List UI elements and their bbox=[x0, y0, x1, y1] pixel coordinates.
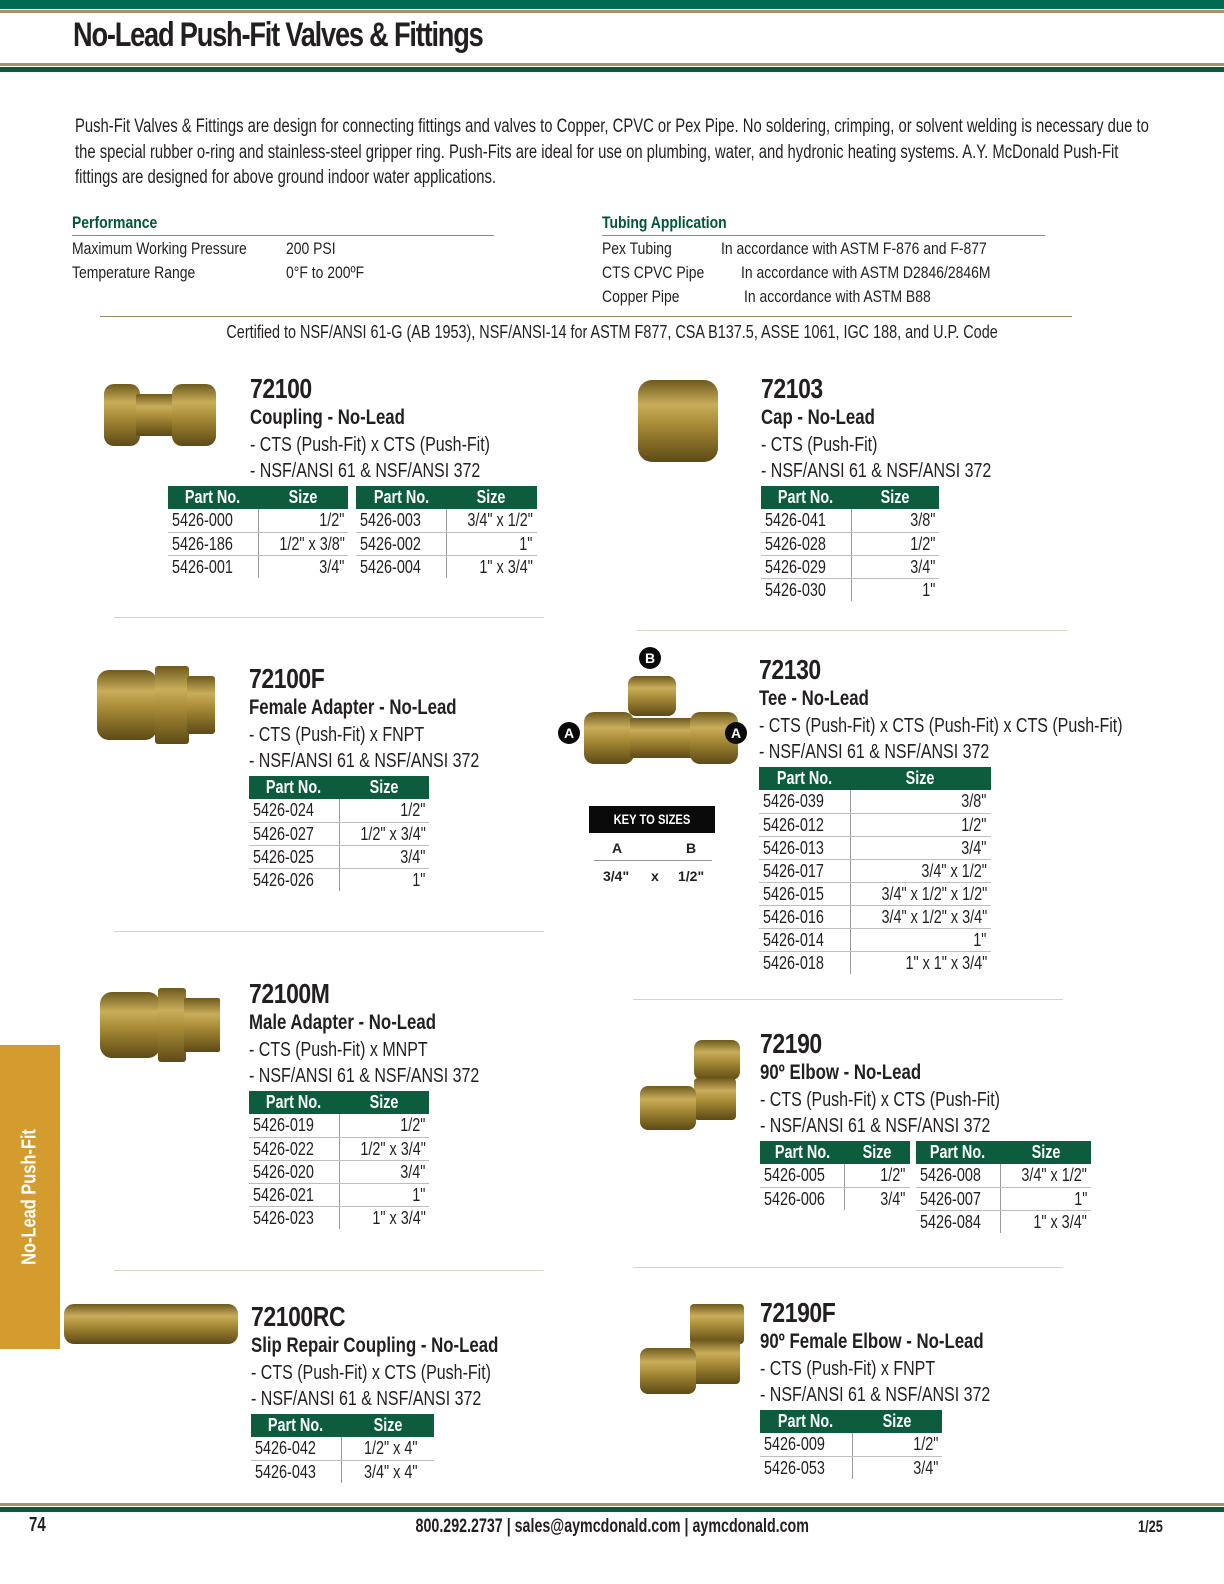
parts-table: Part No. Size 5426-000 1/2" 5426-186 1/2" x 3/8" 5426-001 3/4" bbox=[168, 486, 348, 578]
table-row: 5426-022 1/2" x 3/4" bbox=[249, 1137, 429, 1160]
publish-date: 1/25 bbox=[1138, 1517, 1163, 1536]
parts-table: Part No. Size 5426-042 1/2" x 4" 5426-043 3/4" x 4" bbox=[251, 1414, 434, 1483]
product-spec: - CTS (Push-Fit) x CTS (Push-Fit) bbox=[250, 434, 491, 456]
key-to-sizes: KEY TO SIZES bbox=[589, 806, 715, 833]
top-bar bbox=[0, 0, 1224, 9]
certification-text: Certified to NSF/ANSI 61-G (AB 1953), NSF/ANSI-14 for ASTM F877, CSA B137.5, ASSE 1061, IGC 188, and U.P. Code bbox=[226, 322, 998, 342]
product-spec: - CTS (Push-Fit) x CTS (Push-Fit) x CTS (Push-Fit) bbox=[759, 715, 1123, 737]
product-name: 90º Female Elbow - No-Lead bbox=[760, 1330, 984, 1353]
product-spec: - CTS (Push-Fit) bbox=[761, 434, 878, 456]
table-row: 5426-025 3/4" bbox=[249, 845, 429, 868]
product-spec: - CTS (Push-Fit) x MNPT bbox=[249, 1039, 428, 1061]
table-row: 5426-012 1/2" bbox=[759, 813, 991, 836]
key-x: x bbox=[651, 868, 659, 884]
product-spec: - NSF/ANSI 61 & NSF/ANSI 372 bbox=[249, 750, 480, 772]
parts-table: Part No. Size 5426-005 1/2" 5426-006 3/4" bbox=[760, 1141, 910, 1210]
intro-paragraph: Push-Fit Valves & Fittings are design for connecting fittings and valves to Copper, CPVC or Pex Pipe. No soldering, crimping, or solvent welding is necessary due to the special rubber o-ring and stainless-steel gripper ring. Push-Fits are ideal for use on plumbing, water, and hydronic heating systems. A.Y. McDonald Push-Fit fittings are designed for above ground indoor water applications. bbox=[75, 116, 1149, 188]
table-row: 5426-017 3/4" x 1/2" bbox=[759, 859, 991, 882]
table-row: 5426-006 3/4" bbox=[760, 1187, 910, 1210]
table-row: 5426-023 1" x 3/4" bbox=[249, 1206, 429, 1229]
product-number: 72130 bbox=[759, 654, 821, 685]
product-number: 72100F bbox=[249, 663, 325, 694]
product-spec: - CTS (Push-Fit) x CTS (Push-Fit) bbox=[760, 1089, 1001, 1111]
table-row: 5426-001 3/4" bbox=[168, 555, 348, 578]
product-number: 72190F bbox=[760, 1297, 836, 1328]
product-number: 72103 bbox=[761, 373, 823, 404]
table-row: 5426-002 1" bbox=[356, 532, 536, 555]
table-row: 5426-084 1" x 3/4" bbox=[916, 1210, 1092, 1233]
product-spec: - NSF/ANSI 61 & NSF/ANSI 372 bbox=[250, 460, 481, 482]
page-title: No-Lead Push-Fit Valves & Fittings bbox=[73, 16, 483, 54]
footer-rule-green bbox=[0, 1507, 1224, 1512]
header-rule-green bbox=[0, 67, 1224, 72]
product-72190F bbox=[760, 1298, 1048, 1479]
parts-table: Part No. Size 5426-019 1/2" 5426-022 1/2" x 3/4" 5426-020 3/4" 5426-021 1" 5426-023 1" x 3/4" bbox=[249, 1091, 429, 1229]
table-row: 5426-024 1/2" bbox=[249, 799, 429, 822]
size-a-right-bubble: A bbox=[725, 722, 747, 744]
table-row: 5426-013 3/4" bbox=[759, 836, 991, 859]
product-spec: - CTS (Push-Fit) x CTS (Push-Fit) bbox=[251, 1362, 492, 1384]
key-label-a: A bbox=[612, 840, 623, 856]
divider bbox=[114, 931, 544, 932]
spec-row: Pex Tubing In accordance with ASTM F-876 and F-877 bbox=[602, 239, 987, 258]
size-b-bubble: B bbox=[639, 647, 661, 669]
table-row: 5426-004 1" x 3/4" bbox=[356, 555, 536, 578]
table-row: 5426-041 3/8" bbox=[761, 509, 939, 532]
table-row: 5426-039 3/8" bbox=[759, 790, 991, 813]
divider bbox=[114, 617, 544, 618]
product-spec: - NSF/ANSI 61 & NSF/ANSI 372 bbox=[761, 460, 992, 482]
top-rule bbox=[0, 10, 1224, 13]
header-rule-tan bbox=[0, 63, 1224, 66]
tubing-heading: Tubing Application bbox=[602, 211, 1045, 236]
table-row: 5426-003 3/4" x 1/2" bbox=[356, 509, 536, 532]
table-row: 5426-021 1" bbox=[249, 1183, 429, 1206]
table-row: 5426-026 1" bbox=[249, 868, 429, 891]
table-row: 5426-043 3/4" x 4" bbox=[251, 1460, 434, 1483]
product-72130 bbox=[759, 655, 1213, 974]
parts-table: Part No. Size 5426-024 1/2" 5426-027 1/2" x 3/4" 5426-025 3/4" 5426-026 1" bbox=[249, 776, 429, 891]
product-number: 72190 bbox=[760, 1028, 822, 1059]
product-72100F bbox=[249, 664, 537, 891]
product-name: Coupling - No-Lead bbox=[250, 406, 405, 429]
product-72100 bbox=[168, 374, 550, 578]
spec-row: Copper Pipe In accordance with ASTM B88 bbox=[602, 287, 931, 306]
product-spec: - NSF/ANSI 61 & NSF/ANSI 372 bbox=[760, 1384, 991, 1406]
product-72103 bbox=[761, 374, 1049, 601]
product-spec: - NSF/ANSI 61 & NSF/ANSI 372 bbox=[249, 1065, 480, 1087]
table-row: 5426-000 1/2" bbox=[168, 509, 348, 532]
product-name: Slip Repair Coupling - No-Lead bbox=[251, 1334, 499, 1357]
table-row: 5426-015 3/4" x 1/2" x 1/2" bbox=[759, 882, 991, 905]
parts-table: Part No. Size 5426-008 3/4" x 1/2" 5426-007 1" 5426-084 1" x 3/4" bbox=[916, 1141, 1092, 1233]
product-number: 72100M bbox=[249, 978, 330, 1009]
product-name: Cap - No-Lead bbox=[761, 406, 875, 429]
table-row: 5426-053 3/4" bbox=[760, 1456, 942, 1479]
product-spec: - CTS (Push-Fit) x FNPT bbox=[760, 1358, 936, 1380]
table-row: 5426-020 3/4" bbox=[249, 1160, 429, 1183]
table-row: 5426-007 1" bbox=[916, 1187, 1092, 1210]
divider bbox=[633, 999, 1063, 1000]
table-row: 5426-028 1/2" bbox=[761, 532, 939, 555]
parts-table: Part No. Size 5426-041 3/8" 5426-028 1/2" 5426-029 3/4" 5426-030 1" bbox=[761, 486, 939, 601]
product-72100M bbox=[249, 979, 537, 1229]
spec-row: CTS CPVC Pipe In accordance with ASTM D2846/2846M bbox=[602, 263, 991, 282]
divider bbox=[637, 630, 1067, 631]
table-row: 5426-018 1" x 1" x 3/4" bbox=[759, 951, 991, 974]
spec-row: Temperature Range 0°F to 200ºF bbox=[72, 263, 365, 282]
spec-row: Maximum Working Pressure 200 PSI bbox=[72, 239, 336, 258]
section-side-tab bbox=[0, 1045, 60, 1349]
product-spec: - CTS (Push-Fit) x FNPT bbox=[249, 724, 425, 746]
product-name: Tee - No-Lead bbox=[759, 687, 869, 710]
product-name: Female Adapter - No-Lead bbox=[249, 696, 457, 719]
parts-table: Part No. Size 5426-039 3/8" 5426-012 1/2" 5426-013 3/4" 5426-017 3/4" x 1/2" 5426-015 3/4" x 1/2" x 1/2" 5426-016 3/4" x 1/2" x 3/4" 5426-014 1" 5426-018 1" x 1" x 3/4" bbox=[759, 767, 991, 974]
performance-heading: Performance bbox=[72, 211, 494, 236]
divider bbox=[594, 860, 712, 861]
key-value-b: 1/2" bbox=[678, 868, 705, 884]
page-number: 74 bbox=[29, 1514, 46, 1536]
tubing-spec bbox=[602, 211, 1045, 309]
footer-rule-tan bbox=[0, 1503, 1224, 1506]
table-row: 5426-009 1/2" bbox=[760, 1433, 942, 1456]
product-72190 bbox=[760, 1029, 1091, 1233]
size-a-left-bubble: A bbox=[558, 722, 580, 744]
table-row: 5426-019 1/2" bbox=[249, 1114, 429, 1137]
cap-image bbox=[638, 380, 718, 462]
product-name: 90º Elbow - No-Lead bbox=[760, 1061, 922, 1084]
divider bbox=[114, 1270, 544, 1271]
table-row: 5426-029 3/4" bbox=[761, 555, 939, 578]
table-row: 5426-042 1/2" x 4" bbox=[251, 1437, 434, 1460]
parts-table: Part No. Size 5426-009 1/2" 5426-053 3/4" bbox=[760, 1410, 942, 1479]
parts-table: Part No. Size 5426-003 3/4" x 1/2" 5426-002 1" 5426-004 1" x 3/4" bbox=[356, 486, 536, 578]
table-row: 5426-005 1/2" bbox=[760, 1164, 910, 1187]
product-72100RC bbox=[251, 1302, 560, 1483]
product-spec: - NSF/ANSI 61 & NSF/ANSI 372 bbox=[760, 1115, 991, 1137]
product-spec: - NSF/ANSI 61 & NSF/ANSI 372 bbox=[251, 1388, 482, 1410]
table-row: 5426-186 1/2" x 3/8" bbox=[168, 532, 348, 555]
side-tab-label: No-Lead Push-Fit bbox=[18, 1129, 41, 1265]
divider bbox=[100, 316, 1072, 317]
key-label-b: B bbox=[686, 840, 697, 856]
product-name: Male Adapter - No-Lead bbox=[249, 1011, 436, 1034]
divider bbox=[633, 1267, 1063, 1268]
slip-repair-coupling-image bbox=[64, 1304, 238, 1344]
contact-info: 800.292.2737 | sales@aymcdonald.com | aymcdonald.com bbox=[415, 1516, 809, 1537]
key-value-a: 3/4" bbox=[603, 868, 630, 884]
table-row: 5426-014 1" bbox=[759, 928, 991, 951]
table-row: 5426-030 1" bbox=[761, 578, 939, 601]
performance-spec bbox=[72, 211, 494, 285]
product-number: 72100RC bbox=[251, 1301, 346, 1332]
product-number: 72100 bbox=[250, 373, 312, 404]
table-row: 5426-027 1/2" x 3/4" bbox=[249, 822, 429, 845]
table-row: 5426-016 3/4" x 1/2" x 3/4" bbox=[759, 905, 991, 928]
table-row: 5426-008 3/4" x 1/2" bbox=[916, 1164, 1092, 1187]
product-spec: - NSF/ANSI 61 & NSF/ANSI 372 bbox=[759, 741, 990, 763]
